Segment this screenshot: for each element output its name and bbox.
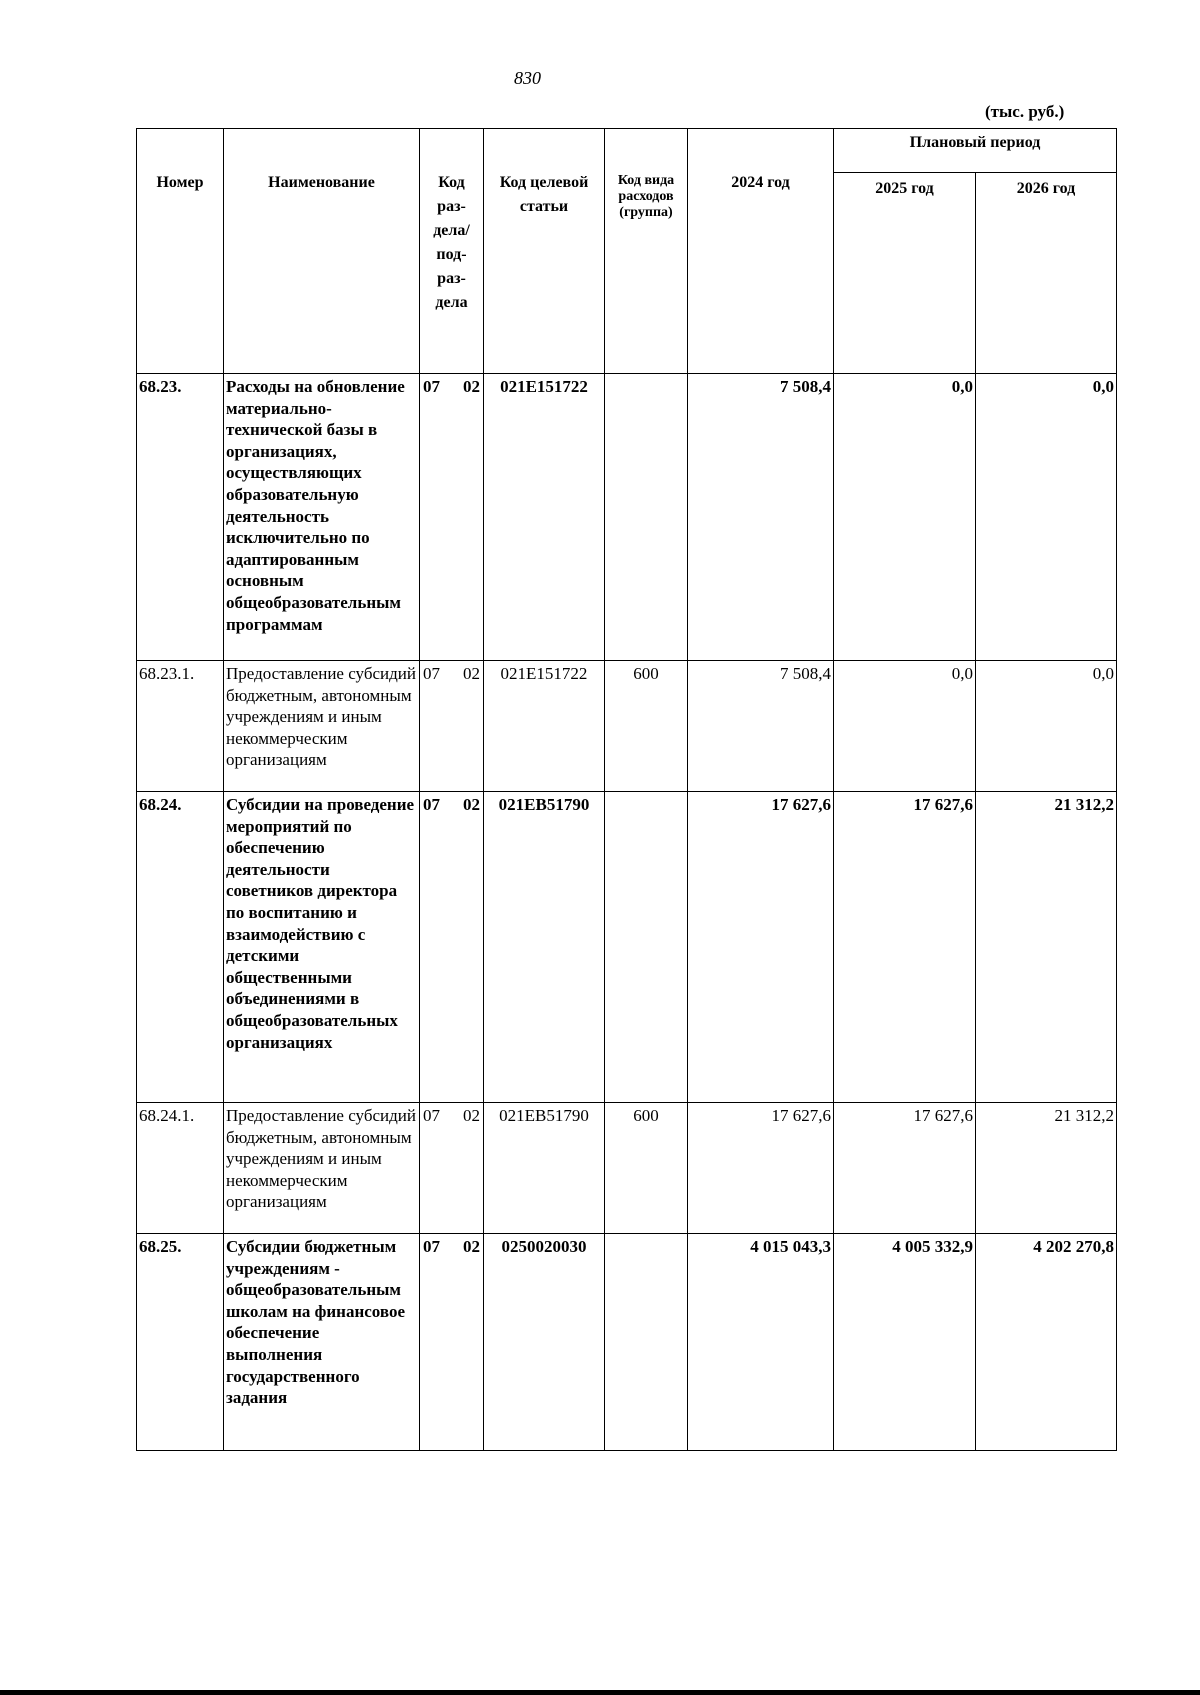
row-number: 68.23. [137, 374, 224, 661]
row-target-code: 021EB51790 [484, 1103, 605, 1234]
table-row [137, 792, 1117, 1103]
row-target-code: 021E151722 [484, 374, 605, 661]
row-name: Субсидии на проведение мероприятий по обеспечению деятельности советников директора по воспитанию и взаимодействию с детскими общественными объединениями в общеобразовательных организациях [224, 792, 420, 1103]
row-value-2026: 0,0 [976, 661, 1117, 792]
header-section-code: Код раз- дела/ под- раз- дела [420, 129, 484, 374]
row-expense-code [605, 792, 688, 1103]
header-number: Номер [137, 129, 224, 374]
section: 07 [423, 1237, 440, 1256]
table-row [137, 661, 1117, 792]
subsection: 02 [463, 1106, 480, 1125]
row-number: 68.25. [137, 1234, 224, 1451]
row-number: 68.23.1. [137, 661, 224, 792]
row-name: Субсидии бюджетным учреждениям - общеобразовательным школам на финансовое обеспечение выполнения государственного задания [224, 1234, 420, 1451]
subsection: 02 [463, 664, 480, 683]
header-target-code: Код целевой статьи [484, 129, 605, 374]
row-expense-code [605, 1234, 688, 1451]
header-2026: 2026 год [976, 172, 1117, 373]
subsection: 02 [463, 377, 480, 396]
section: 07 [423, 664, 440, 683]
scan-edge [0, 1690, 1200, 1695]
row-value-2025: 0,0 [834, 661, 976, 792]
table-row [137, 1103, 1117, 1234]
row-section-code [420, 374, 484, 661]
row-value-2025: 17 627,6 [834, 792, 976, 1103]
row-value-2025: 4 005 332,9 [834, 1234, 976, 1451]
row-value-2024: 7 508,4 [688, 661, 834, 792]
row-value-2025: 17 627,6 [834, 1103, 976, 1234]
subsection: 02 [463, 1237, 480, 1256]
row-value-2026: 4 202 270,8 [976, 1234, 1117, 1451]
row-expense-code: 600 [605, 1103, 688, 1234]
header-expense-code: Код вида расходов (группа) [605, 129, 688, 374]
row-value-2024: 7 508,4 [688, 374, 834, 661]
row-section-code [420, 792, 484, 1103]
row-target-code: 021E151722 [484, 661, 605, 792]
row-name: Предоставление субсидий бюджетным, автономным учреждениям и иным некоммерческим организациям [224, 1103, 420, 1234]
row-target-code: 021EB51790 [484, 792, 605, 1103]
row-value-2024: 4 015 043,3 [688, 1234, 834, 1451]
section: 07 [423, 795, 440, 814]
row-expense-code: 600 [605, 661, 688, 792]
units-label: (тыс. руб.) [985, 102, 1065, 121]
section: 07 [423, 1106, 440, 1125]
header-2024: 2024 год [688, 129, 834, 374]
row-name: Расходы на обновление материально-технической базы в организациях, осуществляющих образовательную деятельность исключительно по адаптированным основным общеобразовательным программам [224, 374, 420, 661]
row-expense-code [605, 374, 688, 661]
subsection: 02 [463, 795, 480, 814]
row-value-2025: 0,0 [834, 374, 976, 661]
table-row [137, 1234, 1117, 1451]
header-2025: 2025 год [834, 172, 976, 373]
row-section-code [420, 1234, 484, 1451]
header-planned-period: Плановый период [834, 129, 1117, 173]
row-number: 68.24. [137, 792, 224, 1103]
row-number: 68.24.1. [137, 1103, 224, 1234]
row-value-2024: 17 627,6 [688, 1103, 834, 1234]
row-section-code [420, 661, 484, 792]
row-value-2026: 0,0 [976, 374, 1117, 661]
budget-table [136, 128, 1117, 1451]
page-number: 830 [514, 68, 541, 88]
row-value-2026: 21 312,2 [976, 1103, 1117, 1234]
section: 07 [423, 377, 440, 396]
table-row [137, 374, 1117, 661]
row-name: Предоставление субсидий бюджетным, автономным учреждениям и иным некоммерческим организациям [224, 661, 420, 792]
row-value-2024: 17 627,6 [688, 792, 834, 1103]
row-section-code [420, 1103, 484, 1234]
row-target-code: 0250020030 [484, 1234, 605, 1451]
header-name: Наименование [224, 129, 420, 374]
row-value-2026: 21 312,2 [976, 792, 1117, 1103]
header-row [137, 129, 1117, 173]
